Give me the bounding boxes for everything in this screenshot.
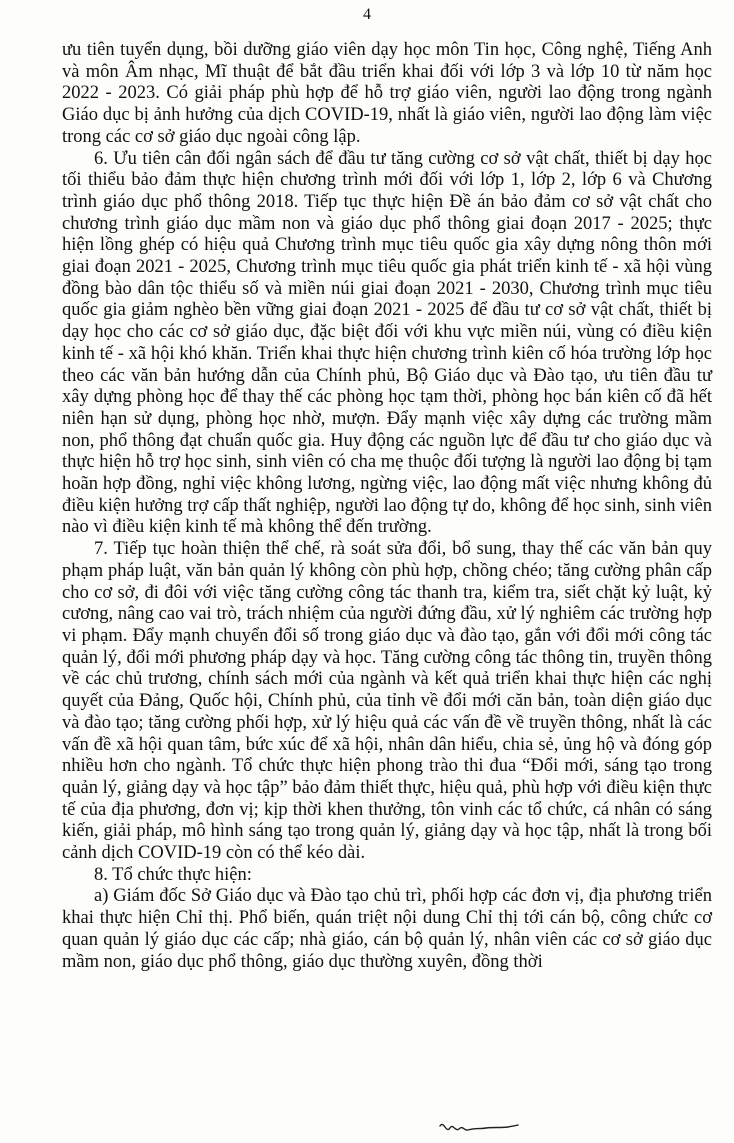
initials-signature — [436, 1112, 520, 1140]
document-body — [62, 40, 712, 973]
paragraph-7: 7. Tiếp tục hoàn thiện thể chế, rà soát sửa đổi, bổ sung, thay thế các văn bản quy phạm pháp luật, văn bản quản lý không còn phù hợp, chồng chéo; tăng cường phân cấp cho cơ sở, đi đôi với việc tăng cường công tác thanh tra, kiểm tra, siết chặt kỷ luật, kỷ cương, nâng cao vai trò, trách nhiệm của người đứng đầu, xử lý nghiêm các trường hợp vi phạm. Đẩy mạnh chuyển đổi số trong giáo dục và đào tạo, gắn với đổi mới công tác quản lý, đổi mới phương pháp dạy và học. Tăng cường công tác thông tin, truyền thông về các chủ trương, chính sách mới của ngành và kết quả triển khai thực hiện các nghị quyết của Đảng, Quốc hội, Chính phủ, của tỉnh về đổi mới căn bản, toàn diện giáo dục và đào tạo; tăng cường phối hợp, xử lý hiệu quả các vấn đề về truyền thông, nhất là các vấn đề xã hội quan tâm, bức xúc để xã hội, nhân dân hiểu, chia sẻ, ủng hộ và đóng góp nhiều hơn cho ngành. Tổ chức thực hiện phong trào thi đua “Đổi mới, sáng tạo trong quản lý, giảng dạy và học tập” bảo đảm thiết thực, hiệu quả, phù hợp với điều kiện thực tế của địa phương, đơn vị; kịp thời khen thưởng, tôn vinh các tổ chức, cá nhân có sáng kiến, giải pháp, mô hình sáng tạo trong quản lý, giảng dạy và học tập, nhất là trong bối cảnh dịch COVID-19 còn có thể kéo dài. — [62, 539, 712, 864]
paragraph-6: 6. Ưu tiên cân đối ngân sách để đầu tư tăng cường cơ sở vật chất, thiết bị dạy học tối thiểu bảo đảm thực hiện chương trình mới đối với lớp 1, lớp 2, lớp 6 và Chương trình giáo dục phổ thông 2018. Tiếp tục thực hiện Đề án bảo đảm cơ sở vật chất cho chương trình giáo dục mầm non và giáo dục phổ thông giai đoạn 2017 - 2025; thực hiện lồng ghép có hiệu quả Chương trình mục tiêu quốc gia xây dựng nông thôn mới giai đoạn 2021 - 2025, Chương trình mục tiêu quốc gia phát triển kinh tế - xã hội vùng đồng bào dân tộc thiểu số và miền núi giai đoạn 2021 - 2030, Chương trình mục tiêu quốc gia giảm nghèo bền vững giai đoạn 2021 - 2025 để đầu tư cơ sở vật chất, thiết bị dạy học cho các cơ sở giáo dục, đặc biệt đối với khu vực miền núi, vùng có điều kiện kinh tế - xã hội khó khăn. Triển khai thực hiện chương trình kiên cố hóa trường lớp học theo các văn bản hướng dẫn của Chính phủ, Bộ Giáo dục và Đào tạo, ưu tiên đầu tư xây dựng phòng học để thay thế các phòng học tạm thời, phòng học bán kiên cố đã hết niên hạn sử dụng, phòng học nhờ, mượn. Đẩy mạnh việc xây dựng các trường mầm non, phổ thông đạt chuẩn quốc gia. Huy động các nguồn lực để đầu tư cho giáo dục và thực hiện hỗ trợ học sinh, sinh viên có cha mẹ thuộc đối tượng là người lao động bị tạm hoãn hợp đồng, nghỉ việc không lương, ngừng việc, lao động mất việc nhưng không đủ điều kiện hưởng trợ cấp thất nghiệp, người lao động tự do, không để học sinh, sinh viên nào vì điều kiện kinh tế mà không thể đến trường. — [62, 148, 712, 538]
paragraph-8a: a) Giám đốc Sở Giáo dục và Đào tạo chủ trì, phối hợp các đơn vị, địa phương triển khai thực hiện Chỉ thị. Phổ biến, quán triệt nội dung Chỉ thị tới cán bộ, công chức cơ quan quản lý giáo dục các cấp; nhà giáo, cán bộ quản lý, nhân viên các cơ sở giáo dục mầm non, giáo dục phổ thông, giáo dục thường xuyên, đồng thời — [62, 886, 712, 972]
paragraph-continued: ưu tiên tuyển dụng, bồi dưỡng giáo viên dạy học môn Tin học, Công nghệ, Tiếng Anh và môn Âm nhạc, Mĩ thuật để bắt đầu triển khai đối với lớp 3 và lớp 10 từ năm học 2022 - 2023. Có giải pháp phù hợp để hỗ trợ giáo viên, người lao động trong ngành Giáo dục bị ảnh hưởng của dịch COVID-19, nhất là giáo viên, người lao động làm việc trong các cơ sở giáo dục ngoài công lập. — [62, 40, 712, 147]
paragraph-8: 8. Tổ chức thực hiện: — [94, 864, 252, 885]
page-number: 4 — [363, 6, 371, 23]
